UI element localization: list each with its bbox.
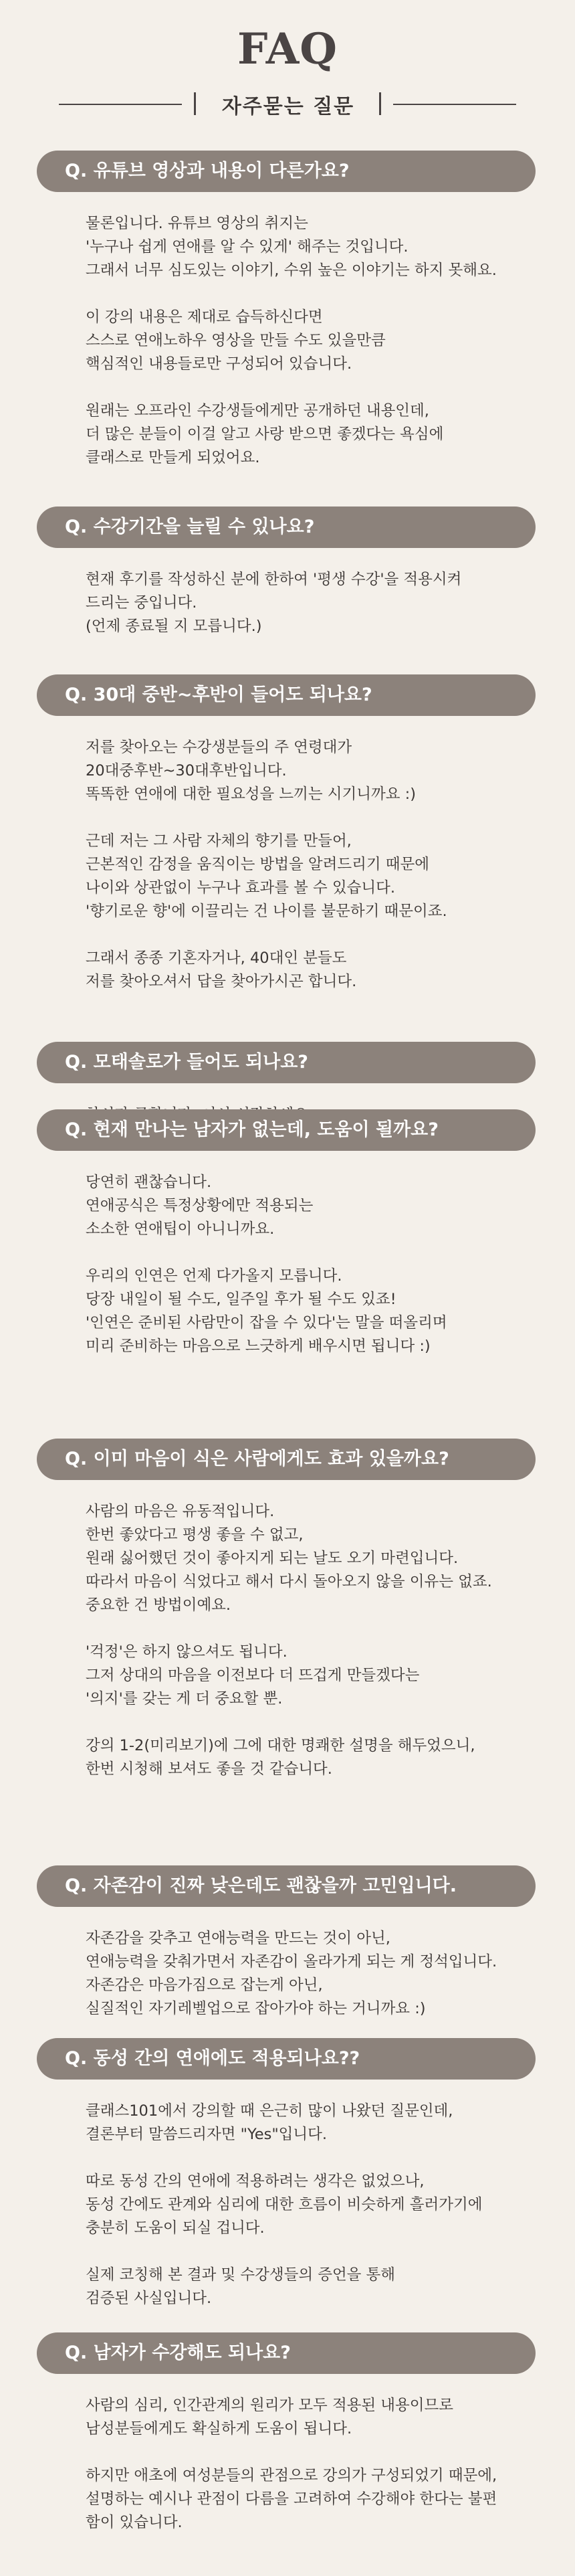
faq-answer-line: 클래스로 만들게 되었어요. (86, 449, 260, 466)
faq-answer-line: 원래는 오프라인 수강생들에게만 공개하던 내용인데, (86, 402, 429, 420)
faq-answer-line: 그저 상대의 마음을 이전보다 더 뜨겁게 만들겠다는 (86, 1667, 420, 1684)
faq-question: Q. 30대 중반~후반이 들어도 되나요? (37, 674, 536, 716)
faq-answer-line (86, 923, 547, 947)
faq-answer-line: 남성분들에게도 확실하게 도움이 됩니다. (86, 2420, 352, 2437)
faq-answer-line: 나이와 상관없이 누구나 효과를 볼 수 있습니다. (86, 879, 396, 897)
faq-answer-line (86, 282, 547, 306)
faq-answer-line: 저를 찾아오셔서 답을 찾아가시곤 합니다. (86, 973, 357, 990)
faq-answer-line: 함이 있습니다. (86, 2514, 183, 2531)
faq-answer-line: 동성 간에도 관계와 심리에 대한 흐름이 비슷하게 흘러가기에 (86, 2196, 483, 2213)
faq-answer-line (86, 376, 547, 399)
faq-answer-line: 따라서 마음이 식었다고 해서 다시 돌아오지 않을 이유는 없죠. (86, 1573, 492, 1590)
faq-answer-line: 하지만 애초에 여성분들의 관점으로 강의가 구성되었기 때문에, (86, 2467, 497, 2484)
faq-question: Q. 수강기간을 늘릴 수 있나요? (37, 507, 536, 548)
faq-answer-line: 근본적인 감정을 움직이는 방법을 알려드리기 때문에 (86, 856, 429, 873)
subtitle-divider-left (59, 104, 182, 105)
faq-answer-line: 현재 후기를 작성하신 분에 한하여 '평생 수강'을 적용시켜 (86, 571, 462, 588)
faq-answer-line: 설명하는 예시나 관점이 다름을 고려하여 수강해야 한다는 불편 (86, 2490, 497, 2508)
faq-answer-line: 연애능력을 갖춰가면서 자존감이 올라가게 되는 게 정석입니다. (86, 1953, 497, 1970)
faq-answer-line: 우리의 인연은 언제 다가올지 모릅니다. (86, 1267, 342, 1285)
faq-answer-line: 20대중후반~30대후반입니다. (86, 762, 287, 779)
faq-answer (86, 736, 547, 994)
faq-answer-line (86, 1617, 547, 1641)
faq-answer-line: 미리 준비하는 마음으로 느긋하게 배우시면 됩니다 :) (86, 1338, 431, 1355)
faq-question: Q. 모태솔로가 들어도 되나요? (37, 1042, 536, 1083)
faq-question: Q. 동성 간의 연애에도 적용되나요?? (37, 2038, 536, 2080)
faq-answer-line: 근데 저는 그 사람 자체의 향기를 만들어, (86, 832, 352, 850)
faq-answer-line (86, 806, 547, 830)
faq-answer-line: 중요한 건 방법이예요. (86, 1596, 231, 1614)
faq-answer-line: '누구나 쉽게 연애를 알 수 있게' 해주는 것입니다. (86, 238, 409, 256)
faq-answer (86, 212, 547, 470)
faq-answer (86, 2394, 547, 2535)
subtitle-bar-left (194, 92, 196, 115)
faq-answer-line: 강의 1-2(미리보기)에 그에 대한 명쾌한 설명을 해두었으니, (86, 1737, 475, 1754)
faq-answer-line: 따로 동성 간의 연애에 적용하려는 생각은 없었으나, (86, 2173, 425, 2190)
faq-answer-line: 물론입니다. 유튜브 영상의 취지는 (86, 215, 308, 232)
faq-answer (86, 2100, 547, 2310)
faq-answer-line: 연애공식은 특정상황에만 적용되는 (86, 1197, 314, 1214)
faq-answer-line: 클래스101에서 강의할 때 은근히 많이 나왔던 질문인데, (86, 2102, 453, 2120)
faq-answer-line: 드리는 중입니다. (86, 594, 197, 612)
faq-answer-line: 자존감을 갖추고 연애능력을 만드는 것이 아닌, (86, 1930, 390, 1947)
faq-answer-line (86, 2146, 547, 2170)
faq-answer-line: '향기로운 향'에 이끌리는 건 나이를 불문하기 때문이죠. (86, 903, 447, 920)
subtitle-divider-right (393, 104, 516, 105)
faq-answer-line: 그래서 종종 기혼자거나, 40대인 분들도 (86, 949, 347, 967)
faq-answer (86, 1927, 547, 2021)
faq-answer-line (86, 1711, 547, 1734)
faq-answer-line: '걱정'은 하지 않으셔도 됩니다. (86, 1643, 288, 1661)
faq-answer-line: 당연히 괜찮습니다. (86, 1174, 212, 1191)
faq-answer-line: '인연은 준비된 사람만이 잡을 수 있다'는 말을 떠올리며 (86, 1314, 447, 1331)
faq-answer-line: 실제 코칭해 본 결과 및 수강생들의 증언을 통해 (86, 2266, 396, 2284)
faq-answer-line: 똑똑한 연애에 대한 필요성을 느끼는 시기니까요 :) (86, 786, 416, 803)
faq-answer-line: 한번 시청해 보셔도 좋을 것 같습니다. (86, 1760, 332, 1778)
faq-question: Q. 남자가 수강해도 되나요? (37, 2332, 536, 2374)
page-title: FAQ (237, 24, 338, 74)
faq-answer-line: 검증된 사실입니다. (86, 2290, 212, 2307)
faq-answer-line: 더 많은 분들이 이걸 알고 사랑 받으면 좋겠다는 욕심에 (86, 426, 444, 443)
faq-answer-line: 핵심적인 내용들로만 구성되어 있습니다. (86, 355, 352, 373)
faq-answer-line: 충분히 도움이 되실 겁니다. (86, 2219, 265, 2237)
faq-answer-line: 결론부터 말씀드리자면 "Yes"입니다. (86, 2126, 328, 2143)
faq-question: Q. 자존감이 진짜 낮은데도 괜찮을까 고민입니다. (37, 1865, 536, 1907)
subtitle-bar-right (379, 92, 381, 115)
faq-answer-line: 원래 싫어했던 것이 좋아지게 되는 날도 오기 마련입니다. (86, 1550, 459, 1567)
faq-answer-line: 당장 내일이 될 수도, 일주일 후가 될 수도 있죠! (86, 1291, 396, 1308)
faq-question: Q. 유튜브 영상과 내용이 다른가요? (37, 151, 536, 192)
faq-answer-line (86, 2240, 547, 2264)
faq-answer-line: 실질적인 자기레벨업으로 잡아가야 하는 거니까요 :) (86, 2000, 426, 2017)
faq-answer (86, 1500, 547, 1781)
faq-answer-line: (언제 종료될 지 모릅니다.) (86, 618, 262, 635)
faq-answer-line: 이 강의 내용은 제대로 습득하신다면 (86, 308, 323, 326)
faq-answer-line: 자존감은 마음가짐으로 잡는게 아닌, (86, 1976, 323, 1994)
faq-answer-line: 사람의 마음은 유동적입니다. (86, 1503, 275, 1520)
faq-answer-line (86, 2441, 547, 2464)
faq-answer-line: 한번 좋았다고 평생 좋을 수 없고, (86, 1526, 304, 1544)
faq-answer-line: 저를 찾아오는 수강생분들의 주 연령대가 (86, 739, 352, 756)
faq-answer-line: 스스로 연애노하우 영상을 만들 수도 있을만큼 (86, 332, 386, 349)
subtitle-row (0, 87, 575, 120)
faq-question: Q. 이미 마음이 식은 사람에게도 효과 있을까요? (37, 1439, 536, 1480)
faq-answer-line: '의지'를 갖는 게 더 중요할 뿐. (86, 1690, 283, 1708)
faq-answer (86, 568, 547, 638)
faq-answer-line: 사람의 심리, 인간관계의 원리가 모두 적용된 내용이므로 (86, 2397, 453, 2414)
faq-answer (86, 1171, 547, 1358)
faq-answer-line (86, 1241, 547, 1265)
faq-answer-line: 그래서 너무 심도있는 이야기, 수위 높은 이야기는 하지 못해요. (86, 262, 497, 279)
faq-question: Q. 현재 만나는 남자가 없는데, 도움이 될까요? (37, 1109, 536, 1151)
page-subtitle: 자주묻는 질문 (221, 95, 355, 118)
faq-answer-line: 소소한 연애팁이 아니니까요. (86, 1220, 275, 1238)
